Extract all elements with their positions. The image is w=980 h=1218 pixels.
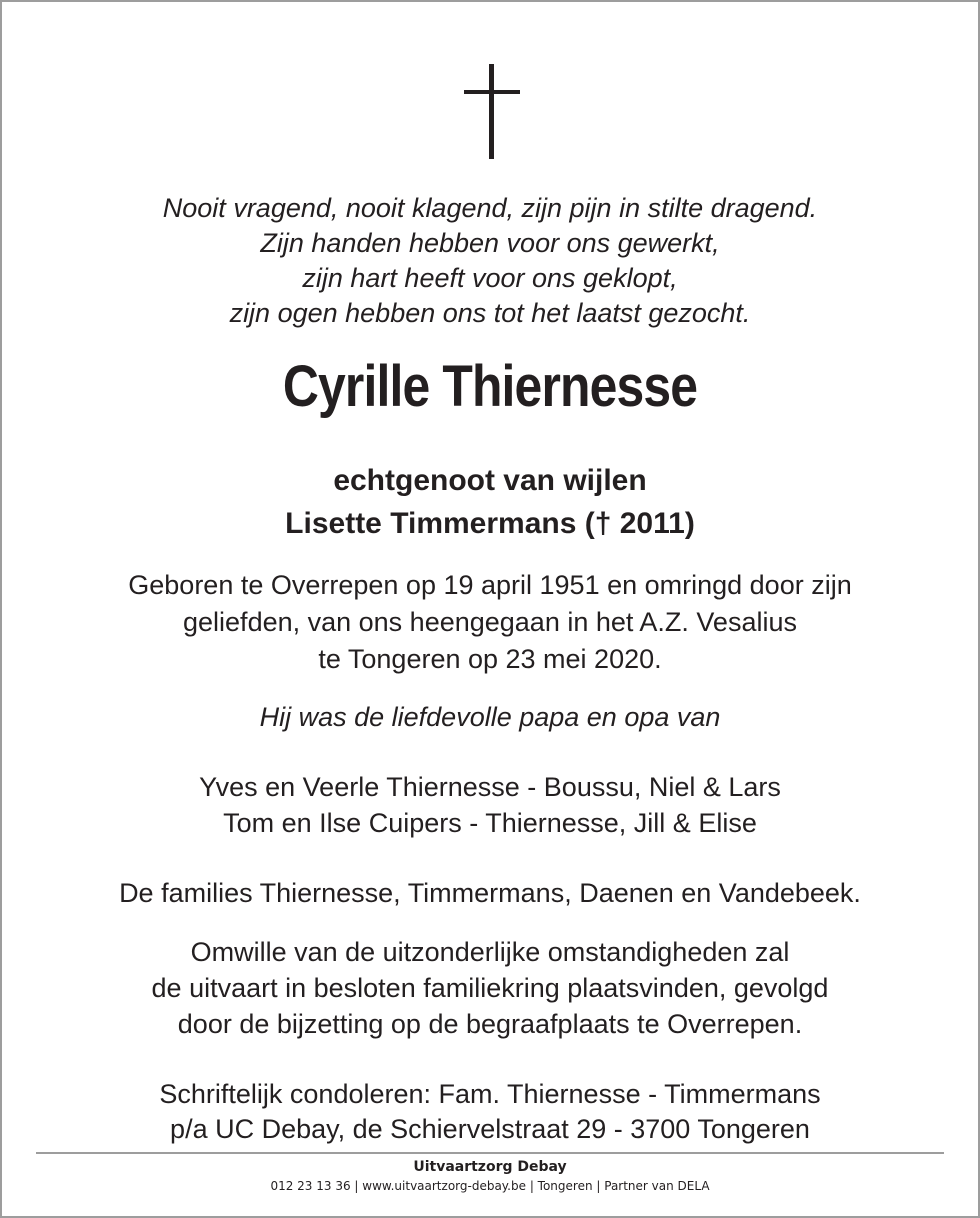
families-line: De families Thiernesse, Timmermans, Daenen en Vandebeek. xyxy=(119,878,861,908)
deceased-name: Cyrille Thiernesse xyxy=(282,354,698,419)
funeral-line-1: Omwille van de uitzonderlijke omstandigheden zal xyxy=(190,937,790,967)
footer-company: Uitvaartzorg Debay xyxy=(413,1159,567,1175)
birth-death-line-2: geliefden, van ons heengegaan in het A.Z. Vesalius xyxy=(183,607,797,637)
funeral-line-2: de uitvaart in besloten familiekring plaatsvinden, gevolgd xyxy=(151,973,829,1003)
condolences-line-1: Schriftelijk condoleren: Fam. Thiernesse - Timmermans xyxy=(159,1079,821,1109)
spouse-line-1: echtgenoot van wijlen xyxy=(333,464,647,497)
footer-info: 012 23 13 36 | www.uitvaartzorg-debay.be | Tongeren | Partner van DELA xyxy=(270,1179,710,1193)
footer-divider xyxy=(36,1152,944,1154)
family-intro: Hij was de liefdevolle papa en opa van xyxy=(259,702,721,732)
quote-line-2: Zijn handen hebben voor ons gewerkt, xyxy=(260,228,720,258)
condolences-line-2: p/a UC Debay, de Schiervelstraat 29 - 3700 Tongeren xyxy=(170,1114,810,1144)
quote-line-1: Nooit vragend, nooit klagend, zijn pijn in stilte dragend. xyxy=(162,193,818,223)
spouse-line-2: Lisette Timmermans († 2011) xyxy=(285,507,695,540)
birth-death-line-3: te Tongeren op 23 mei 2020. xyxy=(318,644,662,674)
child-line-2: Tom en Ilse Cuipers - Thiernesse, Jill & Elise xyxy=(223,808,757,838)
quote-line-3: zijn hart heeft voor ons geklopt, xyxy=(302,263,678,293)
child-line-1: Yves en Veerle Thiernesse - Boussu, Niel & Lars xyxy=(199,772,781,802)
birth-death-line-1: Geboren te Overrepen op 19 april 1951 en omringd door zijn xyxy=(128,570,852,600)
cross-icon xyxy=(464,64,520,159)
funeral-line-3: door de bijzetting op de begraafplaats te Overrepen. xyxy=(177,1009,803,1039)
quote-line-4: zijn ogen hebben ons tot het laatst gezocht. xyxy=(229,298,751,328)
